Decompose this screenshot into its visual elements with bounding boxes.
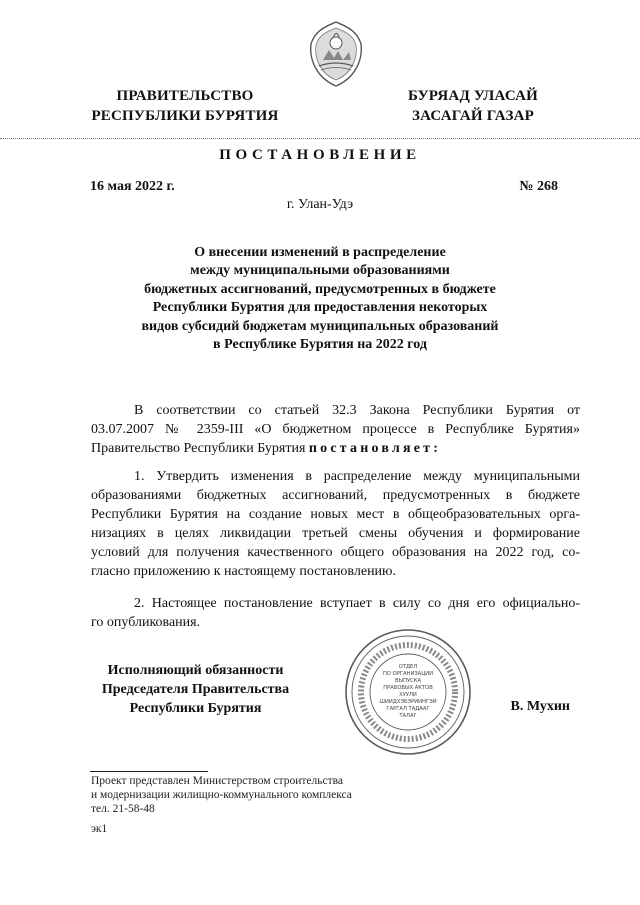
paragraph-line [91, 439, 580, 458]
header-left-line2: РЕСПУБЛИКИ БУРЯТИЯ [91, 108, 279, 124]
subject-line: О внесении изменений в распределение [194, 245, 446, 260]
footnote-line: тел. 21-58-48 [91, 803, 155, 815]
header-left-line1: ПРАВИТЕЛЬСТВО [116, 88, 254, 104]
paragraph-line: 03.07.2007 № 2359-III «О бюджетном процессе в Республике Бурятия» [91, 422, 580, 437]
paragraph-line: условий для получения качественного общего образования на 2022 год, со- [91, 545, 580, 560]
subject-line: Республики Бурятия для предоставления некоторых [152, 300, 488, 316]
document-subject [120, 244, 520, 354]
signer-position [88, 661, 303, 718]
paragraph-line: го опубликования. [91, 615, 201, 630]
header-right-line2: ЗАСАГАЙ ГАЗАР [412, 108, 534, 124]
footnote-line: и модернизации жилищно-коммунального комплекса [91, 789, 352, 801]
paragraph-line: образованиями бюджетных ассигнований, предусмотренных в бюджете [91, 488, 580, 503]
signer-position-line: Председателя Правительства [101, 682, 290, 697]
preamble-paragraph [91, 401, 580, 458]
stamp-line: ШИИДХЭБЭРИИНГЭЙ [379, 699, 437, 705]
footnote-divider [90, 771, 208, 772]
stamp-line: ВЫПУСКА [394, 678, 422, 684]
header-divider [0, 138, 640, 139]
stamp-line: ГАРГАЛ ТАДААГ [386, 706, 430, 712]
stamp-line: ПРАВОВЫХ АКТОВ [383, 685, 433, 691]
stamp-line: ХУУЛИ [399, 692, 417, 698]
stamp-line: ОТДЕЛ [398, 664, 418, 670]
signer-name: В. Мухин [510, 699, 570, 714]
official-stamp [343, 628, 473, 756]
subject-line: бюджетных ассигнований, предусмотренных в бюджете [144, 281, 496, 297]
header-right-block [388, 86, 558, 126]
signer-position-line: Исполняющий обязанности [107, 663, 284, 678]
document-code: эк1 [91, 823, 108, 835]
coat-of-arms-emblem [307, 20, 365, 88]
header-left-block [80, 86, 290, 126]
paragraph-line: 1. Утвердить изменения в распределение между муниципальными [134, 469, 580, 484]
subject-line: между муниципальными образованиями [190, 263, 450, 279]
paragraph-line: гласно приложению к настоящему постановлению. [91, 564, 397, 579]
item-2-paragraph [91, 594, 580, 632]
subject-line: в Республике Бурятия на 2022 год [213, 337, 427, 353]
document-title: ПОСТАНОВЛЕНИЕ [219, 147, 421, 163]
document-city: г. Улан-Удэ [286, 197, 354, 212]
stamp-line: ПО ОРГАНИЗАЦИИ [382, 671, 434, 677]
paragraph-line: В соответствии со статьей 32.3 Закона Республики Бурятия от [134, 403, 580, 418]
item-1-paragraph [91, 467, 580, 581]
paragraph-line: Республики Бурятия на создание новых мест в общеобразовательных орга- [91, 507, 580, 522]
document-number: № 268 [519, 179, 558, 194]
signer-position-line: Республики Бурятия [129, 701, 262, 716]
stamp-line: ТАЛАГ [399, 713, 417, 719]
header-right-line1: БУРЯАД УЛАСАЙ [407, 88, 539, 104]
footnote-line: Проект представлен Министерством строительства [91, 775, 344, 787]
footnote [91, 774, 352, 816]
paragraph-line: 2. Настоящее постановление вступает в силу со дня его официально- [134, 596, 580, 611]
document-date: 16 мая 2022 г. [90, 179, 175, 194]
subject-line: видов субсидий бюджетам муниципальных образований [141, 318, 499, 334]
preamble-prefix: Правительство Республики Бурятия [91, 441, 309, 456]
decree-word: постановляет: [308, 441, 442, 456]
paragraph-line: низациях в целях ликвидации третьей смены обучения и формирование [91, 526, 580, 541]
